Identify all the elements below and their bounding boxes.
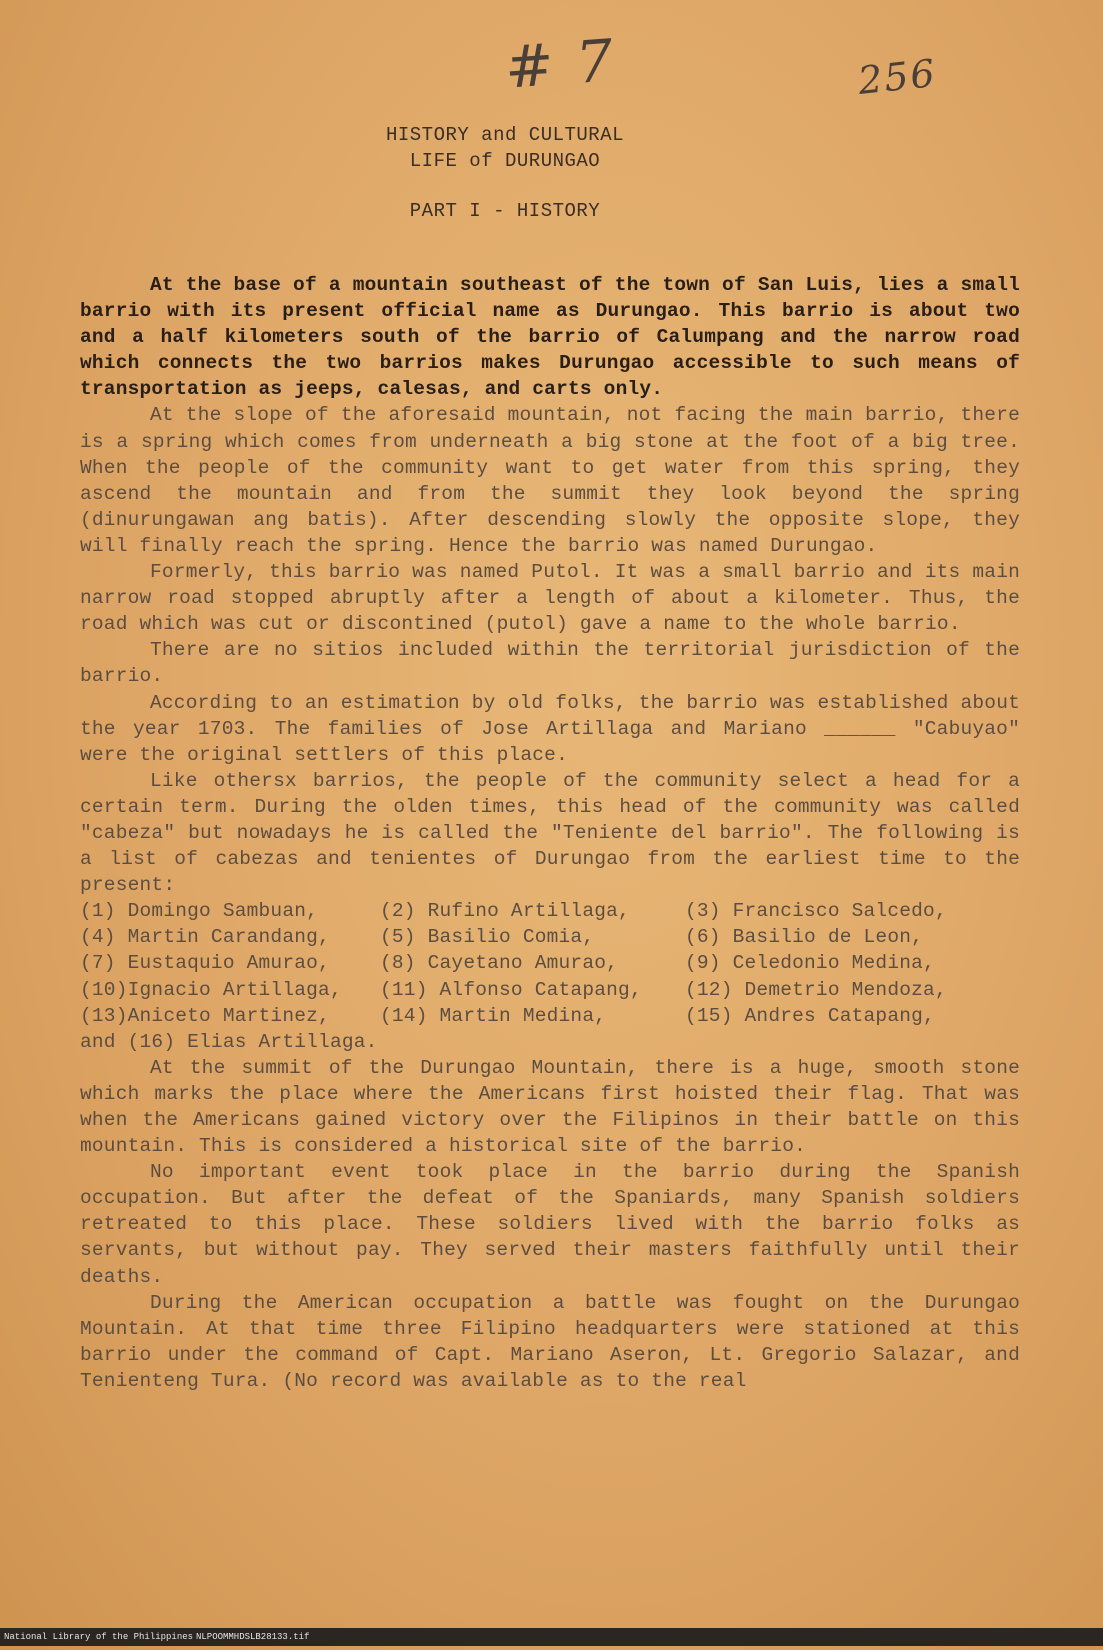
paragraph-officials-intro: Like othersx barrios, the people of the community select a head for a certain term. During the olden times, this head of the community was called "cabeza" but nowadays he is called the "Teniente del barrio". The following is a list of cabezas and tenientes of Durungao from the earliest time to the present: xyxy=(80,769,1020,897)
document-body xyxy=(80,272,1020,1394)
paragraph-location: At the base of a mountain southeast of the town of San Luis, lies a small barrio with its present official name as Durungao. This barrio is about two and a half kilometers south of the barrio of Calumpang and the narrow road which connects the two barrios makes Durungao accessible to such means of transportation as jeeps, calesas, and carts only. xyxy=(80,274,1020,401)
official-item: (8) Cayetano Amurao, xyxy=(380,952,619,975)
part-heading: PART I - HISTORY xyxy=(409,200,601,222)
paragraph-spanish-occupation: No important event took place in the barrio during the Spanish occupation. But after the defeat of the Spaniards, many Spanish soldiers retreated to this place. These soldiers lived with the barrio folks as servants, but without pay. They served their masters faithfully until their deaths. xyxy=(80,1161,1020,1288)
official-item: (1) Domingo Sambuan, xyxy=(80,900,319,923)
paragraph-sitios: There are no sitios included within the territorial jurisdiction of the barrio. xyxy=(80,639,1020,688)
title-line-2: LIFE of DURUNGAO xyxy=(409,150,601,172)
official-item: (13)Aniceto Martinez, xyxy=(80,1004,330,1027)
officials-list xyxy=(80,898,985,1028)
footer-library-name: National Library of the Philippines xyxy=(4,1632,194,1642)
scan-footer-bar xyxy=(0,1628,1103,1646)
official-item: (12) Demetrio Mendoza, xyxy=(685,978,947,1001)
paragraph-american-occupation: During the American occupation a battle was fought on the Durungao Mountain. At that time three Filipino headquarters were stationed at this barrio under the command of Capt. Mariano Aseron, Lt. Gregorio Salazar, and Tenienteng Tura. (No record was available as to the real xyxy=(80,1291,1020,1392)
footer-file-name: NLPOOMMHDSLB28133.tif xyxy=(196,1632,310,1642)
official-item: (4) Martin Carandang, xyxy=(80,926,330,949)
paragraph-former-name: Formerly, this barrio was named Putol. It was a small barrio and its main narrow road stopped abruptly after a length of about a kilometer. Thus, the road which was cut or discontined (putol) gave a name to the whole barrio. xyxy=(80,561,1020,636)
paragraph-spring: At the slope of the aforesaid mountain, not facing the main barrio, there is a spring which comes from underneath a big stone at the foot of a big tree. When the people of the community want to get water from this spring, they ascend the mountain and from the summit they look beyond the spring (dinurungawan ang batis). After descending slowly the opposite slope, they will finally reach the spring. Hence the barrio was named Durungao. xyxy=(80,404,1020,557)
paragraph-historical-site: At the summit of the Durungao Mountain, there is a huge, smooth stone which marks the place where the Americans first hoisted their flag. That was when the Americans gained victory over the Filipinos in their battle on this mountain. This is considered a historical site of the barrio. xyxy=(80,1056,1020,1158)
official-item: (10)Ignacio Artillaga, xyxy=(80,978,342,1001)
official-item: (14) Martin Medina, xyxy=(380,1004,607,1027)
official-item: (15) Andres Catapang, xyxy=(685,1004,935,1027)
official-item: (5) Basilio Comia, xyxy=(380,926,595,949)
official-item: (11) Alfonso Catapang, xyxy=(380,978,642,1001)
handwritten-folder-number: # 7 xyxy=(502,26,618,102)
title-line-1: HISTORY and CULTURAL xyxy=(385,124,625,146)
official-item: (3) Francisco Salcedo, xyxy=(685,900,947,923)
official-item: (2) Rufino Artillaga, xyxy=(380,900,630,923)
official-item: (9) Celedonio Medina, xyxy=(685,952,935,975)
official-last-item: and (16) Elias Artillaga. xyxy=(80,1030,378,1053)
official-item: (6) Basilio de Leon, xyxy=(685,926,924,949)
official-item: (7) Eustaquio Amurao, xyxy=(80,952,330,975)
paragraph-establishment: According to an estimation by old folks, the barrio was established about the year 1703. The families of Jose Artillaga and Mariano ______ "Cabuyao" were the original settlers of this place. xyxy=(80,691,1020,766)
handwritten-page-number: 256 xyxy=(855,51,939,103)
